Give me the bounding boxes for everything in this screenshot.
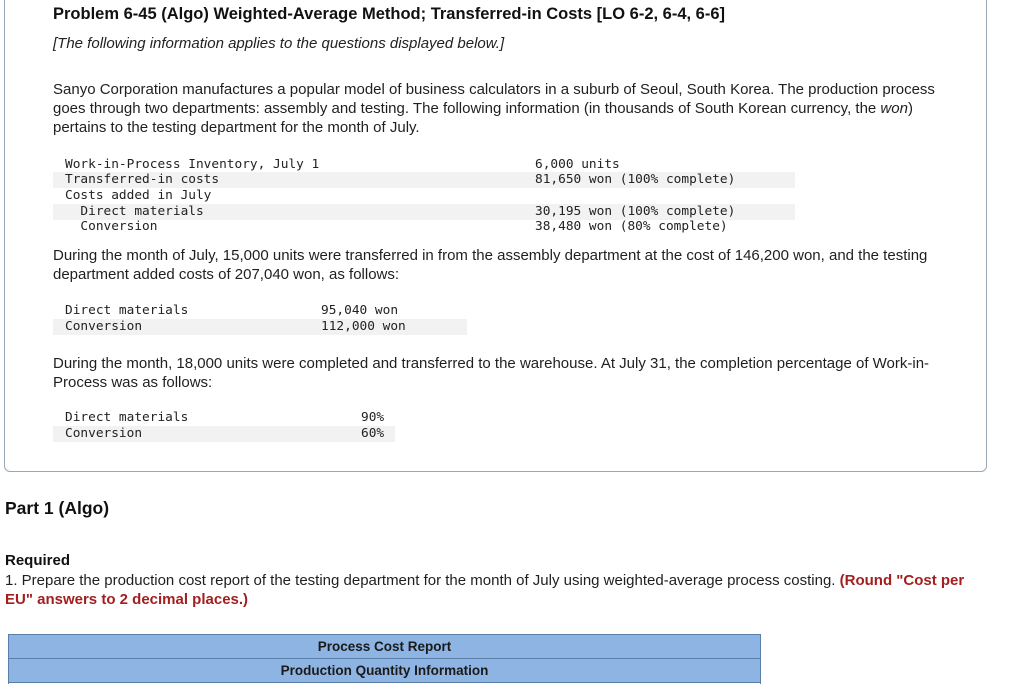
wip-row-value: 6,000 units [535, 157, 620, 172]
completion-value: 60% [361, 426, 385, 441]
wip-row-label: Work-in-Process Inventory, July 1 [65, 157, 320, 172]
wip-row-label: Conversion [65, 219, 158, 234]
rounding-note: (Round "Cost per EU" answers to 2 decimal places.) [5, 572, 965, 608]
transfer-paragraph: During the month of July, 15,000 units were transferred in from the assembly department at the cost of 146,200 won, and the testing department added costs of 207,040 won, as follows: [53, 247, 928, 283]
problem-card [4, 0, 987, 472]
added-cost-label: Conversion [65, 319, 143, 334]
added-cost-value: 95,040 won [321, 303, 399, 318]
wip-row-value: 30,195 won (100% complete) [535, 204, 736, 219]
currency-word: won [880, 100, 908, 117]
added-cost-label: Direct materials [65, 303, 189, 318]
completion-label: Conversion [65, 426, 143, 441]
wip-row-label: Costs added in July [65, 188, 212, 203]
report-header: Process Cost Report [9, 635, 760, 659]
wip-row-value: 38,480 won (80% complete) [535, 219, 728, 234]
completion-value: 90% [361, 410, 385, 425]
process-cost-report-table [8, 634, 761, 684]
completion-paragraph: During the month, 18,000 units were completed and transferred to the warehouse. At July 31, the completion percentage of Work-in-Process was as follows: [53, 355, 930, 391]
wip-row-value: 81,650 won (100% complete) [535, 172, 736, 187]
required-heading: Required [5, 552, 71, 569]
added-cost-value: 112,000 won [321, 319, 406, 334]
problem-title: Problem 6-45 (Algo) Weighted-Average Method; Transferred-in Costs [LO 6-2, 6-4, 6-6] [53, 5, 726, 23]
completion-label: Direct materials [65, 410, 189, 425]
report-section-header: Production Quantity Information [9, 659, 760, 683]
required-text: 1. Prepare the production cost report of the testing department for the month of July using weighted-average process costing. (Round "Cost per EU" answers to 2 decimal places.) [5, 572, 965, 608]
wip-row-label: Direct materials [65, 204, 204, 219]
part-title: Part 1 (Algo) [5, 498, 110, 518]
wip-row-label: Transferred-in costs [65, 172, 220, 187]
intro-paragraph: Sanyo Corporation manufactures a popular model of business calculators in a suburb of Seoul, South Korea. The production process goes through two departments: assembly and testing. The following information (in thousands of South Korean currency, the won) pertains to the testing department for the month of July. [53, 81, 935, 136]
problem-subtitle: [The following information applies to the questions displayed below.] [53, 35, 505, 52]
